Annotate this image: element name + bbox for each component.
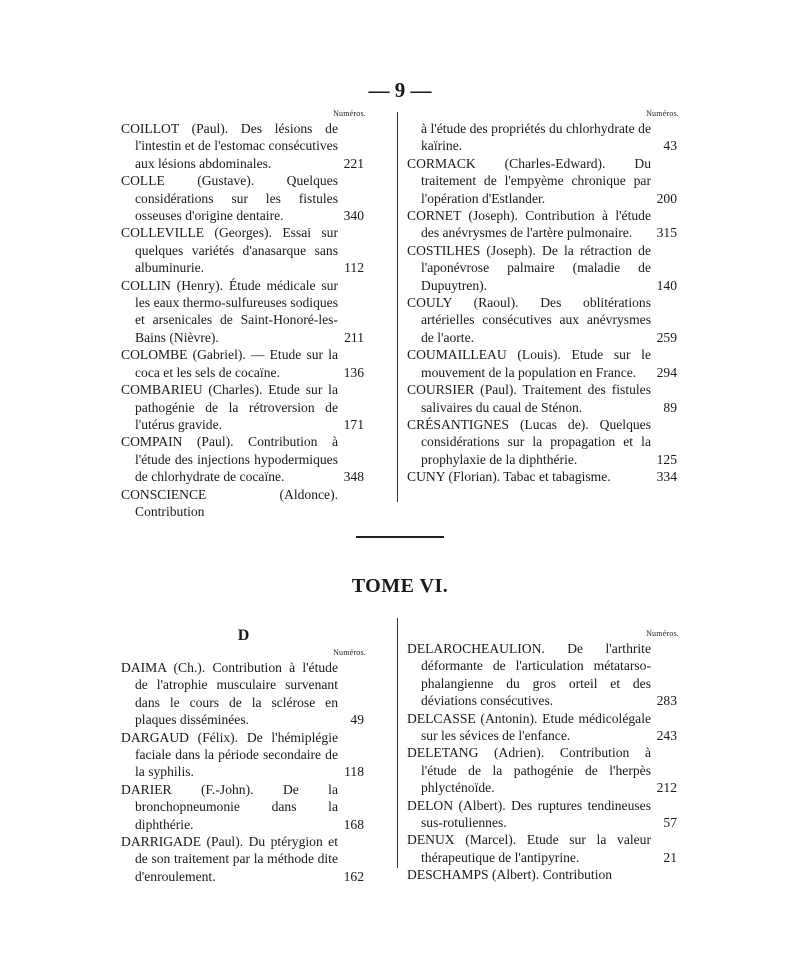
index-entry (407, 710, 679, 745)
entry-title: Du traitement de l'empyème chronique par l'opération d'Estlander. (421, 155, 651, 206)
tome-title: TOME VI. (351, 575, 449, 597)
index-entry (407, 866, 679, 883)
entry-title: De l'hémiplégie faciale dans la période secondaire de la syphilis. (135, 729, 339, 780)
entry-author: COURSIER (Paul). (407, 382, 517, 398)
entry-title: Contribution à l'étude de la pathogénie de l'herpès phlycténoïde. (421, 745, 651, 796)
entry-title: Contribution (542, 867, 613, 883)
numbers-header: Numéros. (333, 648, 366, 657)
entry-title: Quelques considérations sur la propagation et la prophylaxie de la diphthérie. (421, 416, 651, 467)
entry-author: COILLOT (Paul). (121, 121, 229, 136)
column-divider-bottom (397, 618, 398, 868)
entry-author: DESCHAMPS (Albert). (407, 867, 540, 883)
index-entry (407, 294, 679, 346)
entry-number: 168 (343, 816, 364, 832)
entry-author: CUNY (Florian). (407, 469, 501, 485)
entry-author: DAIMA (Ch.). (121, 660, 206, 675)
entry-number: 43 (663, 138, 677, 154)
section-rule (356, 536, 444, 538)
entry-number: 340 (343, 208, 364, 224)
entry-title: De la rétraction de l'aponévrose palmaire (maladie de Dupuytren). (421, 242, 651, 293)
bottom-right-column (407, 628, 679, 884)
index-entry (121, 172, 366, 224)
entry-author: DARGAUD (Félix). (121, 729, 239, 745)
entry-author: COLOMBE (Gabriel). (121, 347, 246, 363)
page-number: — 9 — (368, 78, 432, 102)
entry-title: Essai sur quelques variétés d'anasarque sans albuminurie. (135, 225, 338, 276)
entry-number: 49 (350, 712, 364, 728)
index-entry (407, 797, 679, 832)
entry-author: DELETANG (Adrien). (407, 745, 545, 761)
entry-author: DELAROCHEAULION. (407, 641, 545, 656)
entry-title: Etude sur la pathogénie de la rétroversion de l'utérus gravide. (135, 382, 338, 432)
top-right-column (407, 108, 679, 486)
entry-author: CORMACK (Charles-Edward). (407, 155, 606, 171)
entry-text: à l'étude des propriétés du chlorhydrate de kaïrine. (421, 121, 651, 154)
entry-title: Contribution à l'étude des injections hypodermiques de chlorhydrate de cocaïne. (135, 434, 338, 485)
numbers-header: Numéros. (333, 109, 366, 118)
entry-number: 125 (656, 451, 677, 467)
entry-number: 200 (656, 190, 677, 206)
entry-author: COMPAIN (Paul). (121, 434, 234, 450)
entry-number: 57 (663, 815, 677, 831)
entry-number: 243 (656, 728, 677, 744)
index-entry (407, 744, 679, 796)
entry-number: 89 (663, 399, 677, 415)
entry-title: Tabac et tabagisme. (503, 469, 611, 485)
entry-number: 112 (344, 260, 364, 276)
index-entry (407, 831, 679, 866)
index-entry (121, 833, 366, 885)
entry-author: CONSCIENCE (Aldonce). (121, 486, 338, 502)
entry-number: 259 (656, 329, 677, 345)
entry-author: COSTILHES (Joseph). (407, 242, 536, 258)
index-entry (407, 242, 679, 294)
entry-title: De l'arthrite déformante de l'articulation métatarso-phalangienne du gros orteil et des déviations consécutives. (421, 641, 651, 709)
index-entry (121, 729, 366, 781)
index-entry (121, 346, 366, 381)
index-entry (407, 155, 679, 207)
entry-number: 283 (656, 693, 677, 709)
entry-number: 162 (343, 868, 364, 884)
index-entry (121, 659, 366, 729)
entry-author: COMBARIEU (Charles). (121, 382, 263, 398)
index-entry (121, 120, 366, 172)
entry-number: 136 (343, 364, 364, 380)
entry-author: DELON (Albert). (407, 797, 506, 813)
entry-title: Des lésions de l'intestin et de l'estomac consécutives aux lésions abdominales. (135, 121, 338, 171)
entry-title: De la bronchopneumonie dans la diphthérie. (135, 781, 338, 832)
entry-title: Des oblitérations artérielles consécutives aux anévrysmes de l'aorte. (421, 295, 651, 345)
numbers-header: Numéros. (646, 109, 679, 118)
entry-author: DELCASSE (Antonin). (407, 710, 538, 726)
entry-author: CORNET (Joseph). (407, 208, 518, 224)
entry-title: — Etude sur la coca et les sels de cocaïne. (135, 347, 338, 380)
section-letter: D (237, 627, 250, 644)
entry-author: COLLIN (Henry). (121, 277, 224, 293)
entry-author: COULY (Raoul). (407, 295, 519, 311)
numbers-header: Numéros. (646, 629, 679, 638)
index-entry (407, 381, 679, 416)
index-entry (407, 207, 679, 242)
entry-number: 211 (344, 329, 364, 345)
entry-number: 315 (656, 225, 677, 241)
entry-number: 140 (656, 277, 677, 293)
index-entry (407, 346, 679, 381)
entry-title: Etude sur le mouvement de la population en France. (421, 347, 651, 380)
entry-author: COLLEVILLE (Georges). (121, 225, 272, 241)
index-entry (121, 433, 366, 485)
index-entry (407, 468, 679, 485)
entry-title: Etude sur la valeur thérapeutique de l'antipyrine. (421, 832, 652, 865)
index-entry (121, 781, 366, 833)
index-entry (121, 486, 366, 521)
entry-title: Étude médicale sur les eaux thermo-sulfureuses sodiques et arsenicales de Saint-Honoré-les-Bains (Nièvre). (135, 277, 338, 345)
entry-title: Des ruptures tendineuses sus-rotuliennes. (421, 797, 652, 831)
entry-title: Contribution (135, 503, 205, 519)
entry-number: 118 (344, 764, 364, 780)
entry-title: Etude médicolégale sur les sévices de l'enfance. (421, 710, 652, 744)
entry-author: COLLE (Gustave). (121, 173, 255, 189)
index-entry (121, 381, 366, 433)
index-entry (407, 416, 679, 468)
entry-number: 212 (656, 780, 677, 796)
entry-number: 21 (663, 849, 677, 865)
entry-author: DARIER (F.-John). (121, 781, 254, 797)
entry-number: 334 (656, 469, 677, 485)
entry-number: 348 (343, 469, 364, 485)
entry-author: CRÉSANTIGNES (Lucas de). (407, 416, 589, 432)
entry-title: Traitement des fistules salivaires du caual de Sténon. (421, 382, 651, 415)
column-divider-top (397, 112, 398, 502)
entry-author: DENUX (Marcel). (407, 832, 517, 848)
entry-author: DARRIGADE (Paul). (121, 834, 244, 850)
index-entry (121, 224, 366, 276)
index-entry (407, 640, 679, 710)
bottom-left-column (121, 625, 366, 885)
entry-author: COUMAILLEAU (Louis). (407, 347, 561, 363)
entry-number: 294 (656, 364, 677, 380)
entry-title: Contribution à l'étude des anévrysmes de l'artère pulmonaire. (421, 208, 651, 241)
entry-title: Contribution à l'étude de l'atrophie musculaire survenant dans le cours de la sclérose en plaques disséminées. (135, 660, 338, 728)
index-entry-continued (407, 120, 679, 155)
entry-number: 171 (343, 416, 364, 432)
entry-number: 221 (343, 155, 364, 171)
top-left-column (121, 108, 366, 520)
entry-title: Quelques considérations sur les fistules osseuses d'origine dentaire. (135, 173, 338, 224)
entry-title: Du ptérygion et de son traitement par la méthode dite d'enroulement. (135, 834, 338, 884)
index-entry (121, 277, 366, 347)
